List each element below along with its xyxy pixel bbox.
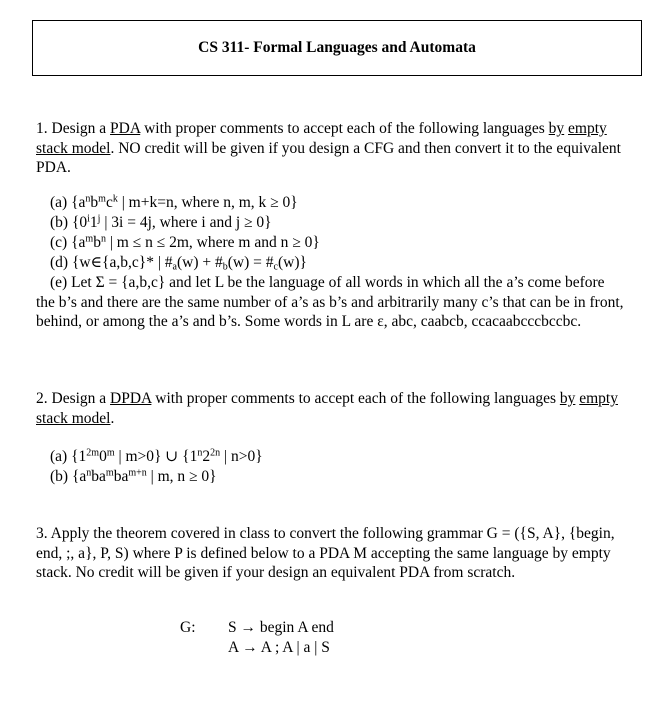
empty-stack-model-term: empty stack model (36, 120, 607, 157)
q2-item-b: (b) {$a^nba^mba^{m+n}$ | m, n ≥ 0} (50, 467, 217, 485)
title-box (32, 20, 642, 76)
grammar-rule-2: A → A ; A | a | S (228, 639, 330, 656)
question-1-text: 1. Design a PDA with proper comments to accept each of the following languages by empty stack model. NO credit will be given if you design a CFG and then convert it to the equivalent PDA. (36, 120, 621, 176)
empty-stack-model-term: empty stack model (36, 390, 618, 427)
q2-item-a: (a) {$1^{2m}0^m$ | m>0} ∪ {$1^n2^{2n}$ | n>0} (50, 447, 263, 465)
page-title: CS 311- Formal Languages and Automata (198, 39, 476, 56)
dpda-term: DPDA (110, 390, 152, 407)
grammar-rule-1: S → begin A end (228, 619, 334, 636)
q1-item-d: (d) {w∈{a,b,c}* | $\#_a(w)$ + $\#_b(w)$ = $\#_c(w)$} (50, 254, 307, 273)
q1-item-c: (c) {$a^mb^n$ | m ≤ n ≤ 2m, where m and n ≥ 0} (50, 233, 320, 251)
q1-item-b: (b) {0$^i$1$^j$ | 3i = 4j, where i and j ≥ 0} (50, 213, 272, 231)
grammar-label: G: (180, 619, 196, 636)
q1-item-a: (a) {$a^nb^mc^k$ | m+k=n, where n, m, k ≥ 0} (50, 193, 298, 211)
question-2-text: 2. Design a DPDA with proper comments to accept each of the following languages by empty stack model. (36, 390, 618, 427)
q1-item-e: (e) Let Σ = {a,b,c} and let L be the language of all words in which all the a’s come before the b’s and there are the same number of a’s as b’s and arbitrarily many c’s that can be in front, behind, or among the a’s and b’s. Some words in L are ε, abc, caabcb, ccacaabcccbccbc. (36, 274, 624, 330)
pda-term: PDA (110, 120, 141, 137)
question-3-text: 3. Apply the theorem covered in class to convert the following grammar G = ({S, A}, {begin, end, ;, a}, P, S) where P is defined below to a PDA M accepting the same language by empty stack. No credit will be given if your design an equivalent PDA from scratch. (36, 525, 615, 581)
